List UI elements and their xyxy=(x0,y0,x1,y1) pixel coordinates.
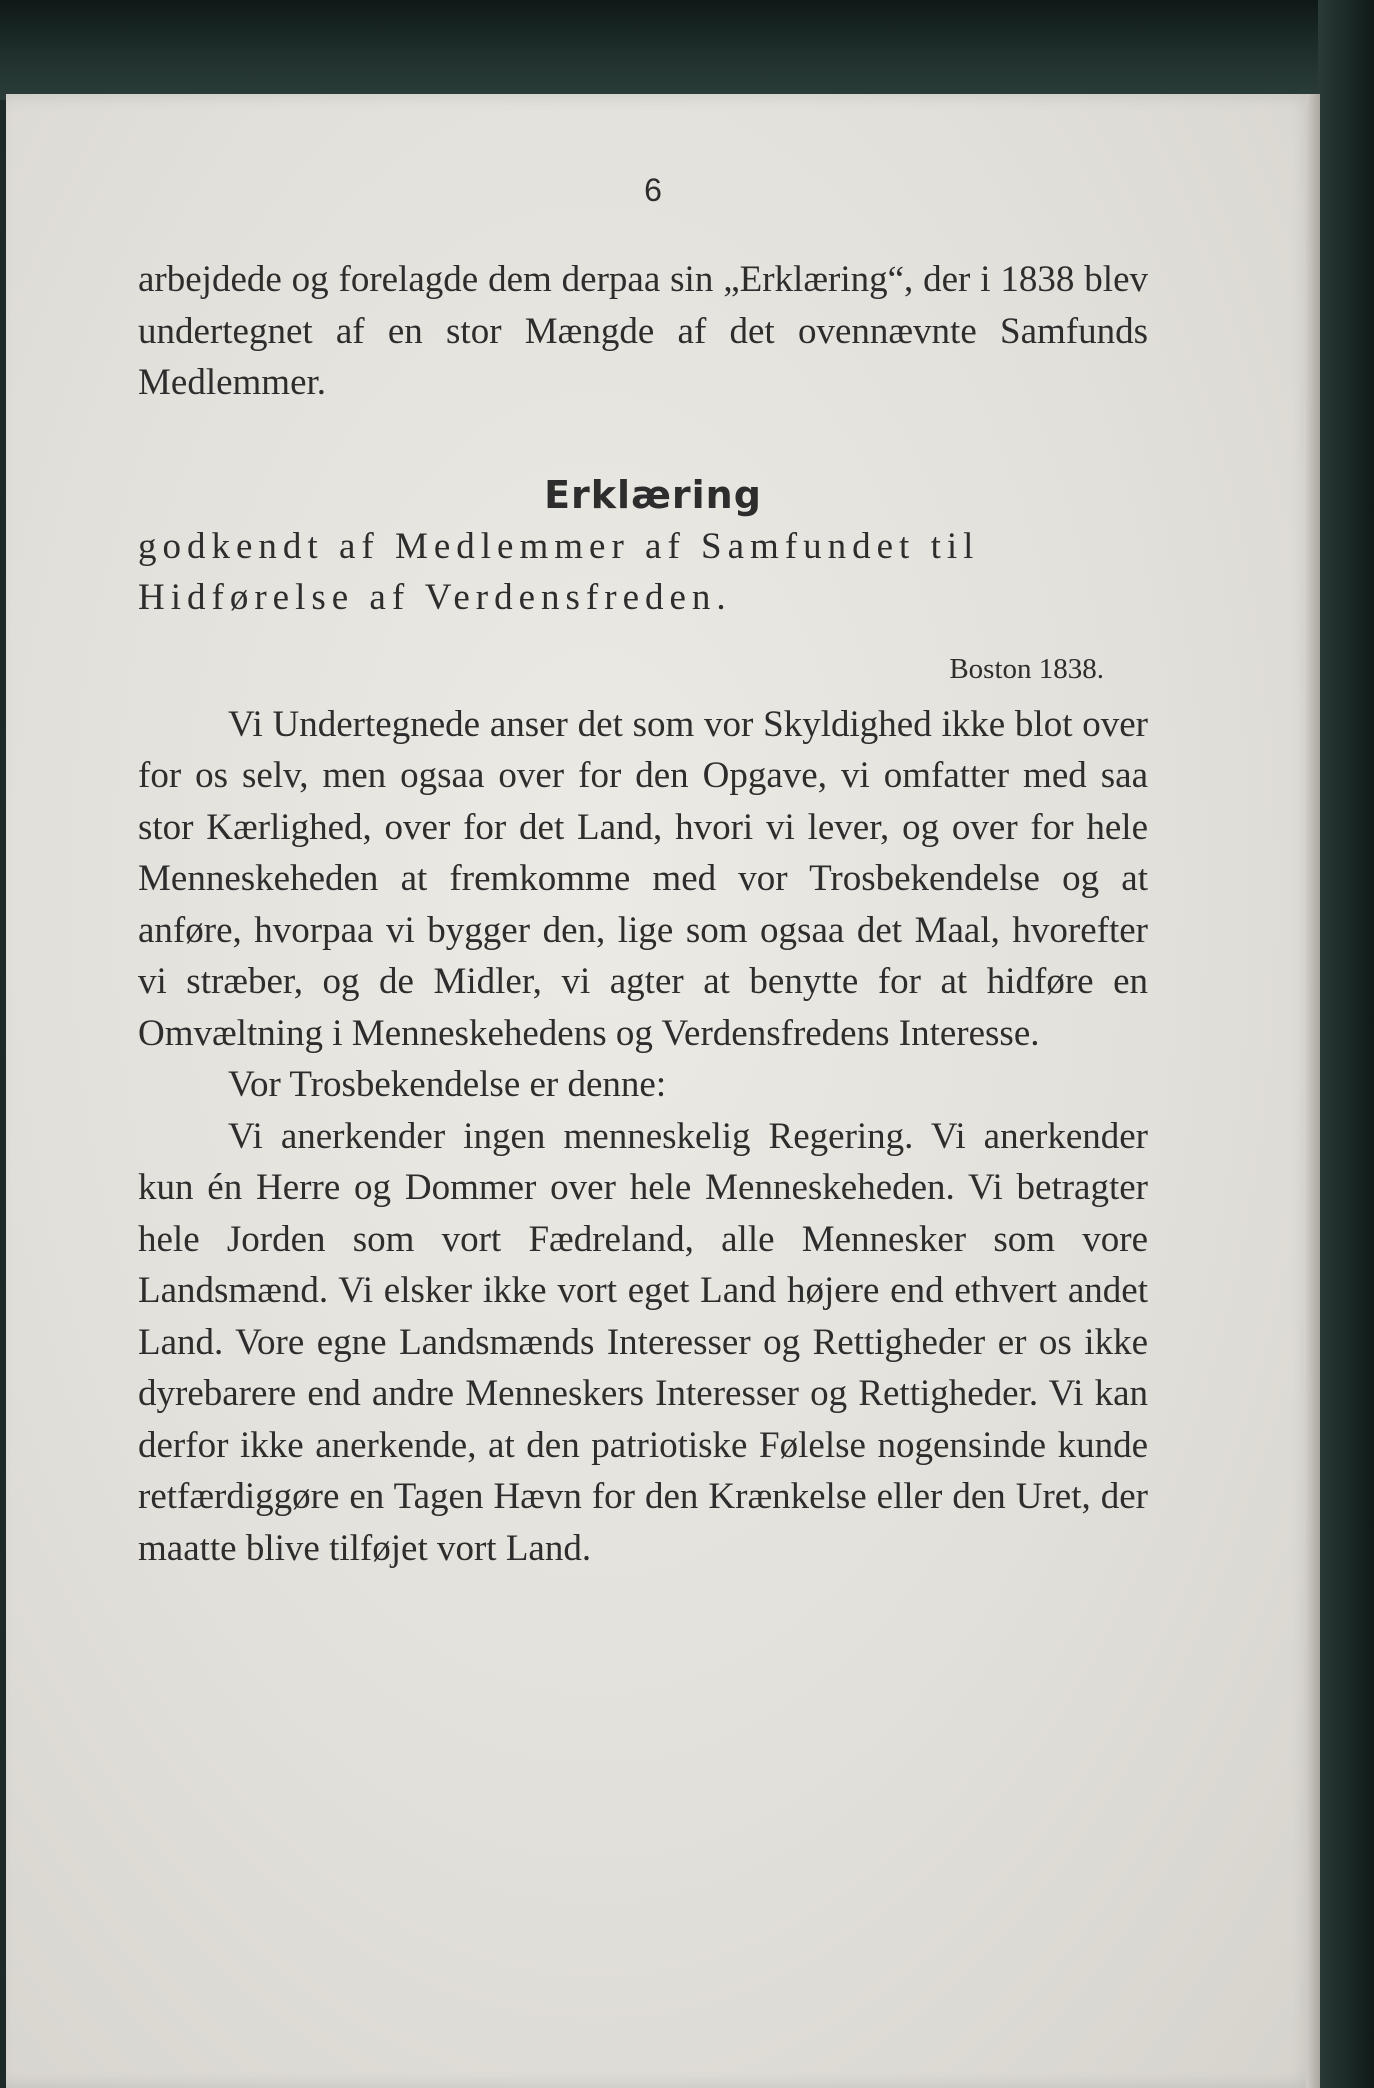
book-cover-top xyxy=(0,0,1374,100)
body-paragraph-1: Vi Undertegnede anser det som vor Skyldighed ikke blot over for os selv, men ogsaa over for den Opgave, vi omfatter med saa stor Kærlighed, over for det Land, hvori vi lever, og over for hele Menneskeheden at fremkomme med vor Trosbekendelse og at anføre, hvorpaa vi bygger den, lige som ogsaa det Maal, hvorefter vi stræber, og de Midler, vi agter at benytte for at hidføre en Omvæltning i Menneskehedens og Verdensfredens Interesse. xyxy=(138,703,1148,1054)
declaration-heading: Erklæring xyxy=(544,472,762,517)
place-date: Boston 1838. xyxy=(949,652,1104,685)
page-content xyxy=(138,160,1148,1574)
declaration-subheading-line-1: godkendt af Medlemmer af Samfundet til xyxy=(138,525,980,567)
body-paragraph-3: Vi anerkender ingen menneskelig Regering. Vi anerkender kun én Herre og Dommer over hele Menneskeheden. Vi betragter hele Jorden som vort Fædreland, alle Mennesker som vore Landsmænd. Vi elsker ikke vort eget Land højere end ethvert andet Land. Vore egne Landsmænds Interesser og Rettigheder er os ikke dyrebarere end andre Menneskers Interesser og Rettigheder. Vi kan derfor ikke anerkende, at den patriotiske Følelse nogensinde kunde retfærdiggøre en Tagen Hævn for den Krænkelse eller den Uret, der maatte blive tilføjet vort Land. xyxy=(138,1115,1148,1569)
body-paragraph-2: Vor Trosbekendelse er denne: xyxy=(228,1064,667,1105)
book-cover-right xyxy=(1318,0,1374,2088)
page-number: 6 xyxy=(644,172,662,208)
declaration-subheading-line-2: Hidførelse af Verdensfreden. xyxy=(138,576,732,618)
page-edge xyxy=(1306,94,1320,2088)
intro-paragraph: arbejdede og forelagde dem derpaa sin „Erklæring“, der i 1838 blev undertegnet af en stor Mængde af det ovennævnte Samfunds Medlemmer. xyxy=(138,259,1148,403)
